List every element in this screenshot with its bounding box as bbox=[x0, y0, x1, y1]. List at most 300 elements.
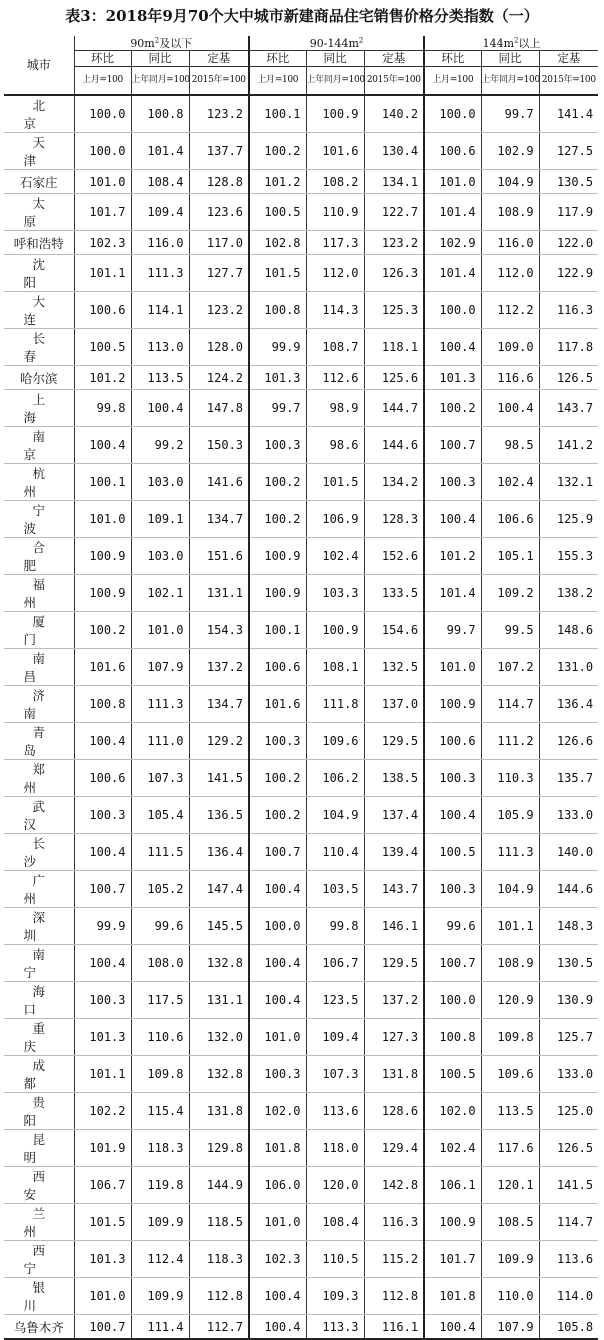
index-value: 112.0 bbox=[306, 255, 364, 292]
table-row bbox=[4, 982, 598, 1019]
index-value: 123.5 bbox=[306, 982, 364, 1019]
table-row bbox=[4, 612, 598, 649]
index-value: 107.3 bbox=[306, 1056, 364, 1093]
index-value: 101.0 bbox=[131, 612, 189, 649]
index-value: 98.5 bbox=[481, 427, 539, 464]
index-value: 101.0 bbox=[424, 649, 481, 686]
index-value: 154.3 bbox=[189, 612, 249, 649]
index-value: 101.6 bbox=[74, 649, 131, 686]
index-value: 101.9 bbox=[74, 1130, 131, 1167]
index-value: 101.2 bbox=[249, 170, 306, 194]
index-value: 132.8 bbox=[189, 1056, 249, 1093]
index-value: 100.7 bbox=[424, 427, 481, 464]
index-value: 101.3 bbox=[74, 1241, 131, 1278]
base-header-fixed: 2015年=100 bbox=[189, 67, 249, 96]
table-row bbox=[4, 501, 598, 538]
index-value: 107.3 bbox=[131, 760, 189, 797]
table-header bbox=[4, 36, 598, 95]
sub-header-mom: 环比 bbox=[74, 51, 131, 67]
index-value: 148.3 bbox=[539, 908, 598, 945]
index-value: 106.7 bbox=[74, 1167, 131, 1204]
index-value: 101.4 bbox=[424, 255, 481, 292]
table-row bbox=[4, 760, 598, 797]
index-value: 140.0 bbox=[539, 834, 598, 871]
index-value: 143.7 bbox=[539, 390, 598, 427]
index-value: 126.5 bbox=[539, 366, 598, 390]
sub-header-yoy: 同比 bbox=[306, 51, 364, 67]
table-row bbox=[4, 194, 598, 231]
index-value: 141.4 bbox=[539, 95, 598, 133]
index-value: 109.3 bbox=[306, 1278, 364, 1315]
index-value: 111.8 bbox=[306, 686, 364, 723]
index-value: 109.1 bbox=[131, 501, 189, 538]
index-value: 111.3 bbox=[131, 255, 189, 292]
index-value: 101.4 bbox=[424, 194, 481, 231]
index-value: 103.5 bbox=[306, 871, 364, 908]
city-name: 太原 bbox=[4, 194, 74, 231]
city-name: 杭州 bbox=[4, 464, 74, 501]
index-value: 136.4 bbox=[189, 834, 249, 871]
index-value: 110.6 bbox=[131, 1019, 189, 1056]
table-row bbox=[4, 1130, 598, 1167]
index-value: 109.9 bbox=[131, 1278, 189, 1315]
table-row bbox=[4, 1056, 598, 1093]
index-value: 130.5 bbox=[539, 170, 598, 194]
index-value: 102.9 bbox=[481, 133, 539, 170]
index-value: 129.2 bbox=[189, 723, 249, 760]
index-value: 129.5 bbox=[364, 945, 424, 982]
index-value: 109.9 bbox=[481, 1241, 539, 1278]
table-row bbox=[4, 1019, 598, 1056]
index-value: 100.6 bbox=[424, 133, 481, 170]
index-value: 99.8 bbox=[306, 908, 364, 945]
index-value: 133.0 bbox=[539, 1056, 598, 1093]
index-value: 139.4 bbox=[364, 834, 424, 871]
index-value: 105.2 bbox=[131, 871, 189, 908]
index-value: 135.7 bbox=[539, 760, 598, 797]
index-value: 126.5 bbox=[539, 1130, 598, 1167]
table-row bbox=[4, 723, 598, 760]
index-value: 112.0 bbox=[481, 255, 539, 292]
index-value: 100.0 bbox=[424, 95, 481, 133]
index-value: 118.0 bbox=[306, 1130, 364, 1167]
table-body bbox=[4, 95, 598, 1339]
index-value: 109.8 bbox=[481, 1019, 539, 1056]
index-value: 102.0 bbox=[249, 1093, 306, 1130]
index-value: 100.7 bbox=[74, 871, 131, 908]
index-value: 141.2 bbox=[539, 427, 598, 464]
index-value: 105.8 bbox=[539, 1315, 598, 1340]
index-value: 119.8 bbox=[131, 1167, 189, 1204]
city-name: 武汉 bbox=[4, 797, 74, 834]
index-value: 128.6 bbox=[364, 1093, 424, 1130]
index-value: 115.2 bbox=[364, 1241, 424, 1278]
index-value: 100.3 bbox=[424, 760, 481, 797]
index-value: 106.9 bbox=[306, 501, 364, 538]
base-header-yoy: 上年同月=100 bbox=[481, 67, 539, 96]
index-value: 126.6 bbox=[539, 723, 598, 760]
city-name: 南昌 bbox=[4, 649, 74, 686]
city-name: 大连 bbox=[4, 292, 74, 329]
index-value: 101.0 bbox=[249, 1019, 306, 1056]
index-value: 100.3 bbox=[424, 464, 481, 501]
index-value: 114.3 bbox=[306, 292, 364, 329]
index-value: 100.8 bbox=[424, 1019, 481, 1056]
index-value: 100.5 bbox=[424, 1056, 481, 1093]
index-value: 137.0 bbox=[364, 686, 424, 723]
index-value: 116.1 bbox=[364, 1315, 424, 1340]
index-value: 100.3 bbox=[74, 797, 131, 834]
sub-header-yoy: 同比 bbox=[131, 51, 189, 67]
sub-header-mom: 环比 bbox=[249, 51, 306, 67]
index-value: 100.4 bbox=[74, 834, 131, 871]
city-name: 长沙 bbox=[4, 834, 74, 871]
index-value: 105.4 bbox=[131, 797, 189, 834]
index-value: 102.3 bbox=[249, 1241, 306, 1278]
index-value: 100.9 bbox=[306, 612, 364, 649]
index-value: 130.4 bbox=[364, 133, 424, 170]
index-value: 100.8 bbox=[249, 292, 306, 329]
index-value: 155.3 bbox=[539, 538, 598, 575]
index-value: 101.1 bbox=[74, 1056, 131, 1093]
index-value: 100.6 bbox=[74, 760, 131, 797]
index-value: 129.8 bbox=[189, 1130, 249, 1167]
index-value: 138.5 bbox=[364, 760, 424, 797]
index-value: 102.9 bbox=[424, 231, 481, 255]
index-value: 100.9 bbox=[74, 575, 131, 612]
index-value: 130.5 bbox=[539, 945, 598, 982]
index-value: 122.9 bbox=[539, 255, 598, 292]
group-header-large: $144m^2$以上 bbox=[424, 36, 598, 51]
index-value: 123.2 bbox=[189, 292, 249, 329]
index-value: 148.6 bbox=[539, 612, 598, 649]
index-value: 108.4 bbox=[306, 1204, 364, 1241]
index-value: 112.8 bbox=[364, 1278, 424, 1315]
city-name: 青岛 bbox=[4, 723, 74, 760]
index-value: 99.7 bbox=[481, 95, 539, 133]
city-name: 贵阳 bbox=[4, 1093, 74, 1130]
index-value: 120.9 bbox=[481, 982, 539, 1019]
index-value: 101.1 bbox=[74, 255, 131, 292]
city-name: 郑州 bbox=[4, 760, 74, 797]
table-row bbox=[4, 686, 598, 723]
index-value: 112.4 bbox=[131, 1241, 189, 1278]
index-value: 113.5 bbox=[131, 366, 189, 390]
index-value: 116.3 bbox=[539, 292, 598, 329]
city-name: 银川 bbox=[4, 1278, 74, 1315]
index-value: 125.6 bbox=[364, 366, 424, 390]
index-value: 118.3 bbox=[131, 1130, 189, 1167]
index-value: 120.0 bbox=[306, 1167, 364, 1204]
city-name: 上海 bbox=[4, 390, 74, 427]
index-value: 114.1 bbox=[131, 292, 189, 329]
index-value: 101.6 bbox=[249, 686, 306, 723]
table-row bbox=[4, 170, 598, 194]
index-value: 111.4 bbox=[131, 1315, 189, 1340]
index-value: 101.7 bbox=[74, 194, 131, 231]
index-value: 99.5 bbox=[481, 612, 539, 649]
sub-header-fixed: 定基 bbox=[189, 51, 249, 67]
index-value: 118.1 bbox=[364, 329, 424, 366]
table-row bbox=[4, 908, 598, 945]
index-value: 101.0 bbox=[74, 501, 131, 538]
index-value: 102.8 bbox=[249, 231, 306, 255]
index-value: 100.7 bbox=[249, 834, 306, 871]
base-header-mom: 上月=100 bbox=[249, 67, 306, 96]
index-value: 100.2 bbox=[424, 390, 481, 427]
city-name: 哈尔滨 bbox=[4, 366, 74, 390]
index-value: 109.0 bbox=[481, 329, 539, 366]
index-value: 114.7 bbox=[539, 1204, 598, 1241]
index-value: 100.2 bbox=[249, 464, 306, 501]
index-value: 109.9 bbox=[131, 1204, 189, 1241]
index-value: 99.2 bbox=[131, 427, 189, 464]
index-value: 109.2 bbox=[481, 575, 539, 612]
index-value: 100.0 bbox=[74, 133, 131, 170]
index-value: 101.0 bbox=[424, 170, 481, 194]
index-value: 125.0 bbox=[539, 1093, 598, 1130]
index-value: 101.0 bbox=[74, 1278, 131, 1315]
index-value: 100.3 bbox=[74, 982, 131, 1019]
index-value: 102.0 bbox=[424, 1093, 481, 1130]
table-row bbox=[4, 366, 598, 390]
index-value: 100.1 bbox=[74, 464, 131, 501]
index-value: 132.1 bbox=[539, 464, 598, 501]
index-value: 117.0 bbox=[189, 231, 249, 255]
index-value: 137.4 bbox=[364, 797, 424, 834]
index-value: 114.7 bbox=[481, 686, 539, 723]
index-value: 125.9 bbox=[539, 501, 598, 538]
index-value: 144.6 bbox=[364, 427, 424, 464]
index-value: 111.3 bbox=[481, 834, 539, 871]
index-value: 100.9 bbox=[424, 1204, 481, 1241]
index-value: 100.3 bbox=[424, 871, 481, 908]
table-row bbox=[4, 1093, 598, 1130]
index-value: 116.0 bbox=[131, 231, 189, 255]
index-value: 131.1 bbox=[189, 575, 249, 612]
index-value: 133.5 bbox=[364, 575, 424, 612]
city-name: 成都 bbox=[4, 1056, 74, 1093]
index-value: 127.5 bbox=[539, 133, 598, 170]
index-value: 101.5 bbox=[249, 255, 306, 292]
index-value: 118.5 bbox=[189, 1204, 249, 1241]
table-row bbox=[4, 292, 598, 329]
index-value: 103.0 bbox=[131, 464, 189, 501]
index-value: 120.1 bbox=[481, 1167, 539, 1204]
group-header-small: $90m^2$及以下 bbox=[74, 36, 249, 51]
index-value: 101.6 bbox=[306, 133, 364, 170]
base-header-yoy: 上年同月=100 bbox=[131, 67, 189, 96]
index-value: 106.2 bbox=[306, 760, 364, 797]
index-value: 100.4 bbox=[249, 1278, 306, 1315]
index-value: 124.2 bbox=[189, 366, 249, 390]
base-header-mom: 上月=100 bbox=[424, 67, 481, 96]
index-value: 102.1 bbox=[131, 575, 189, 612]
index-value: 100.4 bbox=[74, 723, 131, 760]
index-value: 99.6 bbox=[131, 908, 189, 945]
index-value: 100.9 bbox=[74, 538, 131, 575]
index-value: 100.4 bbox=[424, 797, 481, 834]
index-value: 99.7 bbox=[424, 612, 481, 649]
index-value: 123.2 bbox=[364, 231, 424, 255]
index-value: 111.5 bbox=[131, 834, 189, 871]
city-name: 昆明 bbox=[4, 1130, 74, 1167]
index-value: 110.4 bbox=[306, 834, 364, 871]
price-index-table bbox=[4, 36, 598, 1340]
index-value: 131.1 bbox=[189, 982, 249, 1019]
index-value: 144.9 bbox=[189, 1167, 249, 1204]
index-value: 100.0 bbox=[424, 292, 481, 329]
index-value: 100.4 bbox=[249, 945, 306, 982]
index-value: 108.4 bbox=[131, 170, 189, 194]
table-row bbox=[4, 427, 598, 464]
index-value: 116.0 bbox=[481, 231, 539, 255]
index-value: 146.1 bbox=[364, 908, 424, 945]
index-value: 100.9 bbox=[424, 686, 481, 723]
index-value: 98.9 bbox=[306, 390, 364, 427]
city-name: 天津 bbox=[4, 133, 74, 170]
index-value: 108.7 bbox=[306, 329, 364, 366]
sub-header-fixed: 定基 bbox=[539, 51, 598, 67]
index-value: 101.4 bbox=[131, 133, 189, 170]
index-value: 101.3 bbox=[74, 1019, 131, 1056]
index-value: 100.2 bbox=[249, 133, 306, 170]
table-row bbox=[4, 231, 598, 255]
index-value: 100.6 bbox=[424, 723, 481, 760]
base-header-yoy: 上年同月=100 bbox=[306, 67, 364, 96]
index-value: 112.8 bbox=[189, 1278, 249, 1315]
index-value: 109.6 bbox=[481, 1056, 539, 1093]
index-value: 100.5 bbox=[249, 194, 306, 231]
index-value: 127.3 bbox=[364, 1019, 424, 1056]
table-row bbox=[4, 1315, 598, 1340]
index-value: 107.9 bbox=[481, 1315, 539, 1340]
index-value: 116.3 bbox=[364, 1204, 424, 1241]
city-name: 重庆 bbox=[4, 1019, 74, 1056]
index-value: 100.2 bbox=[249, 501, 306, 538]
index-value: 100.0 bbox=[249, 908, 306, 945]
table-row bbox=[4, 797, 598, 834]
index-value: 150.3 bbox=[189, 427, 249, 464]
table-row bbox=[4, 1241, 598, 1278]
index-value: 112.6 bbox=[306, 366, 364, 390]
index-value: 116.6 bbox=[481, 366, 539, 390]
index-value: 151.6 bbox=[189, 538, 249, 575]
index-value: 115.4 bbox=[131, 1093, 189, 1130]
index-value: 129.5 bbox=[364, 723, 424, 760]
index-value: 101.8 bbox=[249, 1130, 306, 1167]
index-value: 142.8 bbox=[364, 1167, 424, 1204]
index-value: 134.2 bbox=[364, 464, 424, 501]
index-value: 122.7 bbox=[364, 194, 424, 231]
index-value: 106.0 bbox=[249, 1167, 306, 1204]
index-value: 102.3 bbox=[74, 231, 131, 255]
index-value: 147.4 bbox=[189, 871, 249, 908]
index-value: 112.7 bbox=[189, 1315, 249, 1340]
city-name: 济南 bbox=[4, 686, 74, 723]
sub-header-fixed: 定基 bbox=[364, 51, 424, 67]
city-column-header: 城市 bbox=[4, 36, 74, 95]
index-value: 109.4 bbox=[306, 1019, 364, 1056]
index-value: 108.9 bbox=[481, 194, 539, 231]
index-value: 105.1 bbox=[481, 538, 539, 575]
index-value: 100.4 bbox=[74, 945, 131, 982]
index-value: 100.8 bbox=[74, 686, 131, 723]
index-value: 102.4 bbox=[481, 464, 539, 501]
table-title: 表3：2018年9月70个大中城市新建商品住宅销售价格分类指数（一） bbox=[65, 7, 539, 25]
index-value: 141.6 bbox=[189, 464, 249, 501]
index-value: 123.6 bbox=[189, 194, 249, 231]
index-value: 128.3 bbox=[364, 501, 424, 538]
index-value: 100.0 bbox=[424, 982, 481, 1019]
index-value: 102.2 bbox=[74, 1093, 131, 1130]
index-value: 101.0 bbox=[249, 1204, 306, 1241]
city-name: 南京 bbox=[4, 427, 74, 464]
index-value: 110.5 bbox=[306, 1241, 364, 1278]
index-value: 100.4 bbox=[249, 1315, 306, 1340]
index-value: 101.5 bbox=[74, 1204, 131, 1241]
index-value: 109.4 bbox=[131, 194, 189, 231]
index-value: 133.0 bbox=[539, 797, 598, 834]
index-value: 111.2 bbox=[481, 723, 539, 760]
index-value: 100.5 bbox=[424, 834, 481, 871]
index-value: 108.9 bbox=[481, 945, 539, 982]
city-name: 厦门 bbox=[4, 612, 74, 649]
index-value: 144.6 bbox=[539, 871, 598, 908]
index-value: 100.9 bbox=[249, 575, 306, 612]
index-value: 100.3 bbox=[249, 723, 306, 760]
table-row bbox=[4, 95, 598, 133]
index-value: 100.6 bbox=[74, 292, 131, 329]
city-name: 海口 bbox=[4, 982, 74, 1019]
index-value: 99.9 bbox=[74, 908, 131, 945]
index-value: 145.5 bbox=[189, 908, 249, 945]
table-row bbox=[4, 649, 598, 686]
index-value: 101.3 bbox=[424, 366, 481, 390]
index-value: 134.7 bbox=[189, 501, 249, 538]
index-value: 100.1 bbox=[249, 95, 306, 133]
index-value: 100.8 bbox=[131, 95, 189, 133]
index-value: 100.4 bbox=[424, 1315, 481, 1340]
index-value: 108.0 bbox=[131, 945, 189, 982]
index-value: 100.4 bbox=[424, 501, 481, 538]
index-value: 137.2 bbox=[189, 649, 249, 686]
index-value: 109.8 bbox=[131, 1056, 189, 1093]
index-value: 134.7 bbox=[189, 686, 249, 723]
table-row bbox=[4, 329, 598, 366]
index-value: 111.3 bbox=[131, 686, 189, 723]
index-value: 111.0 bbox=[131, 723, 189, 760]
table-row bbox=[4, 133, 598, 170]
index-value: 101.8 bbox=[424, 1278, 481, 1315]
index-value: 100.5 bbox=[74, 329, 131, 366]
index-value: 126.3 bbox=[364, 255, 424, 292]
index-value: 117.9 bbox=[539, 194, 598, 231]
index-value: 140.2 bbox=[364, 95, 424, 133]
index-value: 147.8 bbox=[189, 390, 249, 427]
index-value: 104.9 bbox=[481, 170, 539, 194]
city-name: 沈阳 bbox=[4, 255, 74, 292]
index-value: 100.4 bbox=[424, 329, 481, 366]
base-header-mom: 上月=100 bbox=[74, 67, 131, 96]
table-row bbox=[4, 255, 598, 292]
index-value: 128.0 bbox=[189, 329, 249, 366]
index-value: 99.7 bbox=[249, 390, 306, 427]
index-value: 122.0 bbox=[539, 231, 598, 255]
index-value: 101.7 bbox=[424, 1241, 481, 1278]
index-value: 113.5 bbox=[481, 1093, 539, 1130]
index-value: 100.9 bbox=[306, 95, 364, 133]
